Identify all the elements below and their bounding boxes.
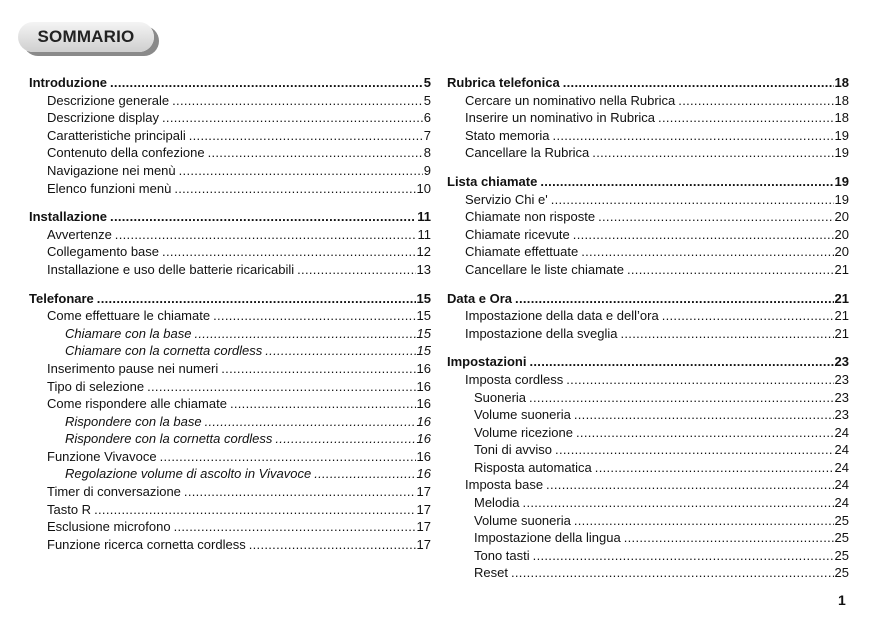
toc-right-column [447,74,849,593]
toc-entry-title: Installazione [29,209,108,225]
toc-entry-title: Rubrica telefonica [447,75,560,90]
toc-entry-title: Esclusione microfono [47,519,171,535]
toc-entry[interactable] [29,261,431,279]
dot-leader [179,162,423,180]
dot-leader [546,476,833,494]
toc-entry-title: Cancellare le liste chiamate [465,261,624,277]
toc-heading[interactable] [447,290,849,308]
toc-entry-page: 9 [423,162,431,178]
toc-entry-title: Contenuto della confezione [47,145,205,161]
dot-leader [573,226,834,244]
dot-leader [553,127,834,145]
toc-entry-page: 20 [834,209,849,225]
dot-leader [94,501,415,519]
toc-entry-title: Chiamare con la base [65,325,192,341]
toc-entry[interactable] [447,371,849,389]
toc-entry-title: Navigazione nei menù [47,162,176,178]
toc-entry-title: Toni di avviso [474,442,553,458]
toc-entry-page: 24 [834,424,849,440]
toc-entry-title: Impostazione della sveglia [465,325,618,341]
toc-entry-page: 19 [834,173,849,189]
toc-entry-page: 16 [416,431,431,447]
toc-entry-page: 16 [416,360,431,376]
dot-leader [314,465,415,483]
toc-entry-page: 16 [416,448,431,464]
toc-heading[interactable] [29,74,431,92]
toc-entry[interactable] [447,547,849,565]
toc-entry[interactable] [447,191,849,209]
toc-entry-page: 12 [416,244,431,260]
toc-entry-title: Risposta automatica [474,459,592,475]
toc-entry-page: 16 [416,413,431,429]
toc-entry-title: Regolazione volume di ascolto in Vivavoce [65,466,312,482]
toc-entry-page: 16 [416,466,431,482]
toc-entry-title: Descrizione display [47,110,159,126]
toc-entry-page: 25 [834,530,849,546]
toc-entry-page: 19 [834,145,849,161]
toc-heading[interactable] [29,290,431,308]
dot-leader [581,243,833,261]
toc-entry[interactable] [447,325,849,343]
toc-entry-title: Reset [474,565,508,581]
toc-entry[interactable] [447,109,849,127]
toc-entry-page: 11 [417,209,431,225]
toc-entry-title: Data e Ora [447,290,513,306]
toc-entry[interactable] [29,501,431,519]
toc-entry-page: 18 [834,75,849,90]
toc-entry-title: Volume ricezione [474,424,573,440]
dot-leader [162,243,416,261]
dot-leader [595,459,834,477]
toc-entry[interactable] [447,406,849,424]
toc-entry[interactable] [447,92,849,110]
toc-entry-title: Come rispondere alle chiamate [47,396,227,412]
dot-leader [620,325,833,343]
dot-leader [213,307,415,325]
dot-leader [115,226,417,244]
dot-leader [627,261,834,279]
dot-leader [515,290,833,308]
toc-entry-title: Rispondere con la cornetta cordless [65,431,273,447]
toc-entry-page: 17 [416,519,431,535]
toc-entry-title: Collegamento base [47,244,160,260]
toc-section [29,208,431,278]
toc-entry-title: Chiamate ricevute [465,226,570,242]
toc-entry-title: Cancellare la Rubrica [465,145,590,161]
toc-entry-page: 5 [423,75,431,90]
toc-heading[interactable] [29,208,431,226]
title-badge [18,22,154,52]
toc-section [447,353,849,582]
toc-entry[interactable] [29,342,431,360]
toc-entry[interactable] [29,92,431,110]
toc-entry-page: 16 [416,396,431,412]
toc-entry-page: 24 [834,442,849,458]
toc-entry-page: 6 [423,110,431,126]
toc-entry-title: Chiamare con la cornetta cordless [65,343,263,359]
toc-entry-title: Funzione Vivavoce [47,448,157,464]
dot-leader [523,494,834,512]
toc-entry-page: 21 [834,308,849,324]
toc-entry-page: 13 [416,261,431,277]
dot-leader [194,325,415,343]
toc-entry-title: Tono tasti [474,547,530,563]
toc-entry-page: 15 [416,325,431,341]
page-number: 1 [838,592,846,608]
toc-entry-page: 19 [834,191,849,207]
dot-leader [662,307,834,325]
toc-entry[interactable] [29,360,431,378]
dot-leader [160,448,416,466]
toc-entry-title: Suoneria [474,389,527,405]
toc-entry-page: 18 [834,110,849,126]
toc-entry[interactable] [29,465,431,483]
toc-entry-page: 23 [834,389,849,405]
toc-section [447,290,849,343]
toc-entry[interactable] [447,441,849,459]
toc-entry-page: 18 [834,92,849,108]
toc-entry-title: Inserire un nominativo in Rubrica [465,110,656,126]
toc-entry-title: Servizio Chi e' [465,191,548,207]
toc-entry-page: 23 [834,371,849,387]
dot-leader [172,92,423,110]
toc-entry[interactable] [447,307,849,325]
toc-entry-page: 23 [834,354,849,370]
toc-entry-page: 25 [834,512,849,528]
dot-leader [265,342,415,360]
toc-entry-page: 10 [416,180,431,196]
toc-section [29,290,431,554]
toc-entry-title: Elenco funzioni menù [47,180,172,196]
toc-entry-title: Timer di conversazione [47,484,181,500]
dot-leader [162,109,423,127]
toc-entry-title: Volume suoneria [474,407,571,423]
toc-entry[interactable] [29,243,431,261]
toc-entry-page: 7 [423,127,431,143]
toc-entry-page: 15 [416,290,431,306]
dot-leader [184,483,416,501]
toc-entry-page: 20 [834,244,849,260]
toc-entry[interactable] [447,564,849,582]
toc-entry[interactable] [447,459,849,477]
dot-leader [678,92,833,110]
dot-leader [551,191,834,209]
toc-entry-title: Introduzione [29,75,107,90]
dot-leader [563,74,834,92]
dot-leader [574,512,834,530]
toc-entry-page: 20 [834,226,849,242]
toc-entry[interactable] [447,261,849,279]
toc-entry-title: Lista chiamate [447,173,538,189]
toc-entry-title: Installazione e uso delle batterie ricaricabili [47,261,295,277]
toc-entry[interactable] [29,448,431,466]
toc-entry-title: Cercare un nominativo nella Rubrica [465,92,676,108]
toc-entry[interactable] [447,208,849,226]
toc-entry-page: 21 [834,290,849,306]
toc-entry[interactable] [447,512,849,530]
toc-entry-title: Stato memoria [465,127,550,143]
dot-leader [205,413,416,431]
toc-entry-page: 21 [834,325,849,341]
toc-entry-page: 17 [416,484,431,500]
toc-entry-page: 25 [834,547,849,563]
toc-entry-title: Inserimento pause nei numeri [47,360,219,376]
toc-entry[interactable] [29,162,431,180]
toc-entry-page: 24 [834,495,849,511]
toc-entry[interactable] [29,226,431,244]
dot-leader [174,518,416,536]
dot-leader [174,180,415,198]
toc-entry-title: Tipo di selezione [47,378,145,394]
toc-entry[interactable] [29,395,431,413]
toc-entry-title: Funzione ricerca cornetta cordless [47,536,246,552]
toc-entry-page: 19 [834,127,849,143]
toc-entry[interactable] [29,144,431,162]
toc-entry-page: 15 [416,308,431,324]
toc-entry-page: 8 [423,145,431,161]
toc-heading[interactable] [447,353,849,371]
toc-entry-title: Telefonare [29,290,94,306]
toc-heading[interactable] [447,74,849,92]
toc-left-column [29,74,431,564]
dot-leader [533,547,834,565]
toc-entry-page: 15 [416,343,431,359]
toc-entry-page: 24 [834,459,849,475]
toc-entry-title: Caratteristiche principali [47,127,186,143]
toc-entry[interactable] [29,483,431,501]
toc-section [29,74,431,197]
toc-entry-page: 17 [416,501,431,517]
toc-entry-title: Come effettuare le chiamate [47,308,211,324]
dot-leader [97,290,416,308]
dot-leader [249,536,416,554]
toc-entry[interactable] [447,127,849,145]
toc-entry[interactable] [447,144,849,162]
page-title: SOMMARIO [37,27,135,46]
dot-leader [624,529,834,547]
dot-leader [592,144,833,162]
toc-entry-title: Volume suoneria [474,512,571,528]
toc-entry-title: Descrizione generale [47,92,170,108]
dot-leader [540,173,833,191]
toc-entry[interactable] [29,109,431,127]
dot-leader [110,208,416,226]
dot-leader [566,371,833,389]
toc-entry-title: Impostazione della lingua [474,530,621,546]
toc-heading[interactable] [447,173,849,191]
toc-entry[interactable] [29,518,431,536]
toc-entry[interactable] [447,529,849,547]
toc-entry-title: Chiamate non risposte [465,209,596,225]
toc-entry[interactable] [29,430,431,448]
toc-entry[interactable] [447,389,849,407]
dot-leader [275,430,415,448]
toc-entry[interactable] [29,180,431,198]
dot-leader [555,441,833,459]
toc-section [447,74,849,162]
toc-entry[interactable] [447,243,849,261]
toc-section [447,173,849,279]
toc-entry-title: Melodia [474,495,520,511]
toc-entry[interactable] [447,494,849,512]
dot-leader [189,127,423,145]
toc-entry[interactable] [29,325,431,343]
toc-entry[interactable] [447,424,849,442]
dot-leader [598,208,833,226]
dot-leader [221,360,415,378]
dot-leader [574,406,834,424]
toc-entry-title: Impostazioni [447,354,527,370]
dot-leader [110,74,423,92]
toc-entry-page: 5 [423,92,431,108]
toc-entry-title: Chiamate effettuate [465,244,579,260]
toc-entry-page: 23 [834,407,849,423]
toc-entry[interactable] [29,307,431,325]
dot-leader [576,424,834,442]
toc-entry[interactable] [447,476,849,494]
toc-entry-title: Avvertenze [47,226,112,242]
toc-entry-page: 24 [834,477,849,493]
dot-leader [208,144,423,162]
dot-leader [230,395,416,413]
dot-leader [511,564,834,582]
dot-leader [147,378,415,396]
dot-leader [529,389,833,407]
toc-entry-title: Tasto R [47,501,92,517]
toc-entry[interactable] [29,378,431,396]
dot-leader [297,261,415,279]
toc-entry[interactable] [29,413,431,431]
toc-entry-page: 21 [834,261,849,277]
toc-entry-title: Imposta cordless [465,371,564,387]
toc-entry[interactable] [29,536,431,554]
toc-entry-page: 11 [417,226,431,242]
toc-entry-title: Imposta base [465,477,544,493]
dot-leader [529,353,833,371]
toc-entry-page: 17 [416,536,431,552]
toc-entry-title: Impostazione della data e dell’ora [465,308,659,324]
toc-entry-title: Rispondere con la base [65,413,202,429]
toc-entry-page: 25 [834,565,849,581]
toc-entry[interactable] [447,226,849,244]
dot-leader [658,109,833,127]
toc-entry-page: 16 [416,378,431,394]
toc-entry[interactable] [29,127,431,145]
